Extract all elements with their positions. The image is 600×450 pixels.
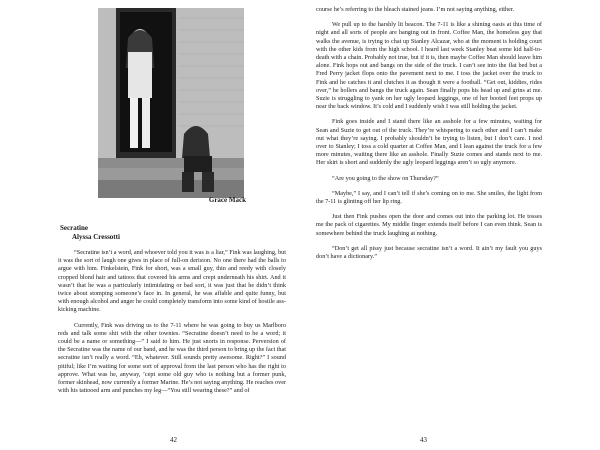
paragraph: Just then Fink pushes open the door and comes out into the parking lot. He tosses me the pack of cigarettes. My middle finger extends itself before I can even think. Sean is somewhere behind the truck laughing at nothing. <box>316 213 542 237</box>
right-body-text <box>316 6 542 268</box>
paragraph: “Maybe,” I say, and I can’t tell if she’s coming on to me. She smiles, the light from the 7-11 is glinting off her lip ring. <box>316 189 542 206</box>
story-title: Secratine <box>60 224 88 232</box>
photograph <box>98 8 244 198</box>
right-page <box>300 0 600 450</box>
paragraph: “Are you going to the show on Thursday?” <box>332 174 439 182</box>
photograph-image <box>98 8 244 198</box>
left-body-text <box>58 249 286 402</box>
page-number: 43 <box>420 436 427 444</box>
story-author: Alyssa Cressotti <box>72 233 120 241</box>
paragraph: Fink goes inside and I stand there like an asshole for a few minutes, waiting for Sean and Suzie to get out of the truck. They’re whispering to each other and I can’t make out what they’re saying. I probably shouldn’t be trying to listen, but I don’t care. I nod over to Stanley; I toss a cold quarter at Coffee Man, and I lean against the truck for a few more minutes, waiting there like an asshole. Finally Suzie comes and stands next to me. Her skirt is short and suddenly the ugly leopard leggings aren’t so ugly anymore. <box>316 118 542 167</box>
page-number: 42 <box>170 436 177 444</box>
paragraph: “Don’t get all pissy just because secratine isn’t a word. It ain’t my fault you guys don’t have a dictionary.” <box>316 244 542 261</box>
paragraph: We pull up to the harshly lit beacon. The 7-11 is like a shining oasis at this time of night and all sorts of people are hanging out in front. Coffee Man, the homeless guy that walks the avenue, is trying to chat up Stanley Alcazar, who at the moment is holding court with the other kids from the high school. I heard last week Stanley beat some kid half-to-death with a chain. Probably not true, but if it is, then maybe Coffee Man should leave him alone. Fink hops out and bangs on the side of the truck. I can’t see into the flat bed but a Fred Perry jacket flops onto the pavement next to me. I toss the jacket over the truck to Fink and he catches it and clutches it as though it were a football. “Get out, kiddies, rides over,” he hollers and bangs the truck again. Sean finally pops his head up and grins at me. Suzie is struggling to yank on her ugly leopard leggings, one of her booted feet props up near the back window. It’s cold and I suddenly wish I was still holding the jacket. <box>316 21 542 111</box>
paragraph: Currently, Fink was driving us to the 7-11 where he was going to buy us Marlboro reds and talk some shit with the other townies. “Secratine doesn’t need to be a word; it could be a name or something—” I said to him. He just snorts in response. Perversion of the Secratine was the name of our band, and he was the third person to bring up the fact that secratine isn’t really a word. “Eh, whatever. Still sounds pretty awesome. Right?” I sound pitiful; like I’m waiting for some sort of approval from the last person who has the right to approve. What was he, anyway, ’cept some old guy who is nothing but a former punk, former skinhead, now currently a former Marine. He’s not saying anything. He reaches over with his tattooed arm and punches my leg—“You still wearing these?” and of <box>58 321 286 395</box>
paragraph: course he’s referring to the bleach stained jeans. I’m not saying anything, either. <box>316 6 515 13</box>
paragraph: “Secratine isn’t a word, and whoever told you it was is a liar,” Fink was laughing, but it was the sort of laugh one gives in place of full-on derision. No one there had the balls to argue with him. Finkelstein, Fink for short, was a small guy, thin and reedy with closely cropped blond hair and tattoos that covered his arms and crept underneath his shirt. And it wasn’t that he was a particularly intimidating or bad sort, it was just that he didn’t think twice about stomping someone’s face in. In general, he was affable and quite funny, but with enough alcohol and anger he could completely transform into some kind of hostile ass-kicking machine. <box>58 249 286 314</box>
photo-caption: Grace Mack <box>208 196 246 204</box>
